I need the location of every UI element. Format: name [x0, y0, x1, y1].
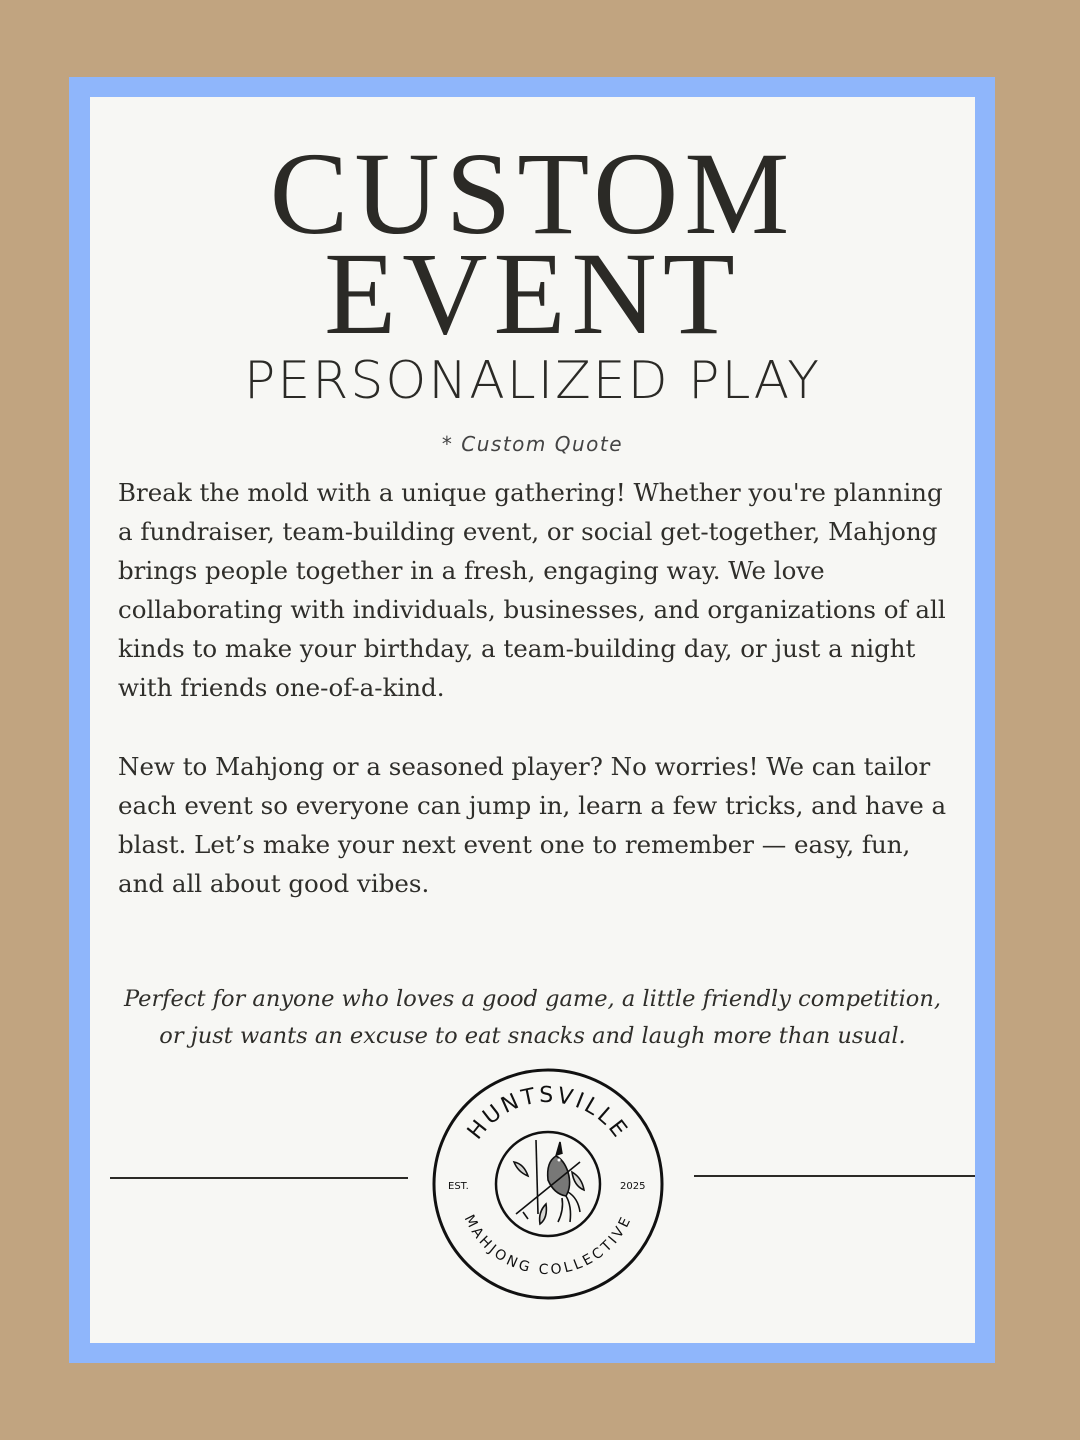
divider-left [110, 1177, 408, 1179]
tagline-line-1: Perfect for anyone who loves a good game, a little friendly competition, [124, 986, 941, 1012]
divider-right [694, 1175, 975, 1177]
description-paragraph-2: New to Mahjong or a seasoned player? No worries! We can tailor each event so everyone can jump in, learn a few tricks, and have a blast. Let’s make your next event one to remember — easy, fun, and all about good vibes. [118, 752, 947, 898]
price-note: * Custom Quote [441, 432, 624, 456]
event-card [90, 97, 975, 1343]
tagline-line-2: or just wants an excuse to eat snacks and laugh more than usual. [159, 1023, 906, 1049]
title-line-1: CUSTOM [269, 128, 796, 259]
seal-year-text: 2025 [620, 1181, 646, 1192]
seal-bottom-text: MAHJONG COLLECTIVE [460, 1212, 636, 1279]
description-paragraph-1: Break the mold with a unique gathering! Whether you're planning a fundraiser, team-building event, or social get-together, Mahjong brings people together in a fresh, engaging way. We love collaborating with individuals, businesses, and organizations of all kinds to make your birthday, a team-building day, or just a night with friends one-of-a-kind. [118, 478, 946, 702]
seal-top-text: HUNTSVILLE [462, 1083, 634, 1145]
seal-logo [428, 1064, 668, 1304]
title-line-2: EVENT [324, 228, 741, 359]
seal-est-text: EST. [448, 1181, 469, 1192]
tagline [110, 981, 955, 1055]
subtitle: PERSONALIZED PLAY [244, 351, 821, 411]
